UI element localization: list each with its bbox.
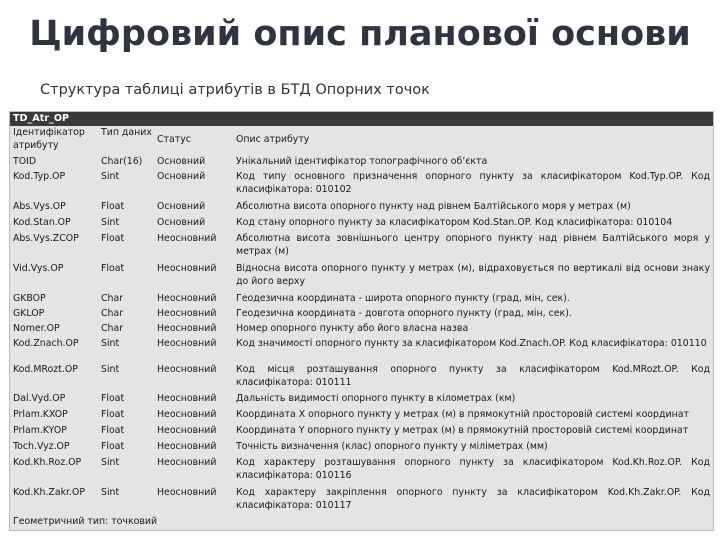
cell-status: Неосновний xyxy=(157,457,217,468)
column-header-type: Тип даних xyxy=(101,127,152,138)
cell-description: Абсолютна висота зовнішнього центру опорного пункту над рівнем Балтійського моря у метрах (м) xyxy=(236,233,710,257)
cell-type: Float xyxy=(101,201,125,212)
cell-status: Неосновний xyxy=(157,263,217,274)
cell-description: Код значимості опорного пункту за класифікатором Kod.Znach.OP. Код класифікатора: 010110 xyxy=(236,338,707,349)
column-header-id: Ідентифікатор атрибуту xyxy=(13,127,85,151)
cell-id: Prlam.KXOP xyxy=(13,409,68,420)
cell-description: Абсолютна висота опорного пункту над рівнем Балтійського моря у метрах (м) xyxy=(236,201,631,212)
cell-description: Номер опорного пункту або його власна назва xyxy=(236,323,469,334)
cell-id: Kod.Kh.Roz.OP xyxy=(13,457,82,468)
cell-status: Неосновний xyxy=(157,293,217,304)
cell-id: Prlam.KYOP xyxy=(13,425,67,436)
attribute-table xyxy=(9,111,714,531)
cell-id: Nomer.OP xyxy=(13,323,60,334)
cell-type: Float xyxy=(101,393,125,404)
table-caption: TD_Atr_OP xyxy=(10,112,713,126)
cell-id: Kod.Kh.Zakr.OP xyxy=(13,487,86,498)
cell-status: Неосновний xyxy=(157,487,217,498)
cell-id: Kod.MRozt.OP xyxy=(13,364,78,375)
cell-description: Координата Y опорного пункту у метрах (м) в прямокутній просторовій системі координат xyxy=(236,425,689,436)
column-header-status: Статус xyxy=(157,134,191,145)
cell-status: Неосновний xyxy=(157,441,217,452)
cell-status: Неосновний xyxy=(157,233,217,244)
cell-type: Float xyxy=(101,233,125,244)
cell-status: Основний xyxy=(157,171,206,182)
cell-status: Основний xyxy=(157,201,206,212)
cell-status: Неосновний xyxy=(157,323,217,334)
cell-type: Sint xyxy=(101,217,120,228)
cell-type: Char xyxy=(101,293,124,304)
cell-description: Код стану опорного пункту за класифікатором Kod.Stan.OP. Код класифікатора: 010104 xyxy=(236,217,673,228)
page-title: Цифровий опис планової основи xyxy=(29,14,691,54)
cell-id: Kod.Znach.OP xyxy=(13,338,79,349)
cell-id: Kod.Typ.OP xyxy=(13,171,66,182)
cell-type: Float xyxy=(101,263,125,274)
cell-description: Код характеру розташування опорного пункту за класифікатором Kod.Kh.Roz.OP. Код класифікатора: 010116 xyxy=(236,457,710,481)
table-footer: Геометричний тип: точковий xyxy=(13,516,158,527)
cell-id: Dal.Vyd.OP xyxy=(13,393,66,404)
cell-type: Sint xyxy=(101,457,120,468)
cell-type: Float xyxy=(101,409,125,420)
cell-status: Неосновний xyxy=(157,338,217,349)
cell-status: Неосновний xyxy=(157,425,217,436)
cell-type: Char xyxy=(101,308,124,319)
cell-description: Код типу основного призначення опорного пункту за класифікатором Kod.Typ.OP. Код класифікатора: 010102 xyxy=(236,171,710,195)
cell-description: Геодезична координата - широта опорного пункту (град, мін, сек). xyxy=(236,293,570,304)
cell-description: Відносна висота опорного пункту у метрах (м), відраховується по вертикалі від основи знаку до його верху xyxy=(236,263,710,287)
cell-type: Char(16) xyxy=(101,156,143,167)
cell-description: Унікальний ідентифікатор топографічного об’єкта xyxy=(236,156,488,167)
cell-type: Char xyxy=(101,323,124,334)
cell-id: GKBOP xyxy=(13,293,46,304)
cell-id: Abs.Vys.ZCOP xyxy=(13,233,79,244)
cell-type: Float xyxy=(101,441,125,452)
cell-type: Float xyxy=(101,425,125,436)
cell-id: Vid.Vys.OP xyxy=(13,263,64,274)
cell-status: Неосновний xyxy=(157,364,217,375)
cell-status: Основний xyxy=(157,156,206,167)
cell-status: Основний xyxy=(157,217,206,228)
cell-id: Toch.Vyz.OP xyxy=(13,441,70,452)
cell-status: Неосновний xyxy=(157,393,217,404)
cell-id: Kod.Stan.OP xyxy=(13,217,71,228)
cell-type: Sint xyxy=(101,487,120,498)
column-header-description: Опис атрибуту xyxy=(236,134,310,145)
cell-description: Код характеру закріплення опорного пункту за класифікатором Kod.Kh.Zakr.OP. Код класифікатора: 010117 xyxy=(236,487,710,511)
cell-description: Дальність видимості опорного пункту в кілометрах (км) xyxy=(236,393,516,404)
cell-type: Sint xyxy=(101,171,120,182)
cell-status: Неосновний xyxy=(157,308,217,319)
page-subtitle: Структура таблиці атрибутів в БТД Опорних точок xyxy=(40,82,430,98)
cell-description: Точність визначення (клас) опорного пункту у міліметрах (мм) xyxy=(236,441,548,452)
cell-id: GKLOP xyxy=(13,308,45,319)
cell-description: Код місця розташування опорного пункту за класифікатором Kod.MRozt.OP. Код класифікатора: 010111 xyxy=(236,364,710,388)
cell-id: Abs.Vys.OP xyxy=(13,201,66,212)
cell-type: Sint xyxy=(101,338,120,349)
cell-id: TOID xyxy=(13,156,37,167)
table-header-row xyxy=(10,126,713,152)
cell-description: Геодезична координата - довгота опорного пункту (град, мін, сек). xyxy=(236,308,572,319)
cell-status: Неосновний xyxy=(157,409,217,420)
cell-description: Координата X опорного пункту у метрах (м) в прямокутній просторовій системі координат xyxy=(236,409,689,420)
cell-type: Sint xyxy=(101,364,120,375)
